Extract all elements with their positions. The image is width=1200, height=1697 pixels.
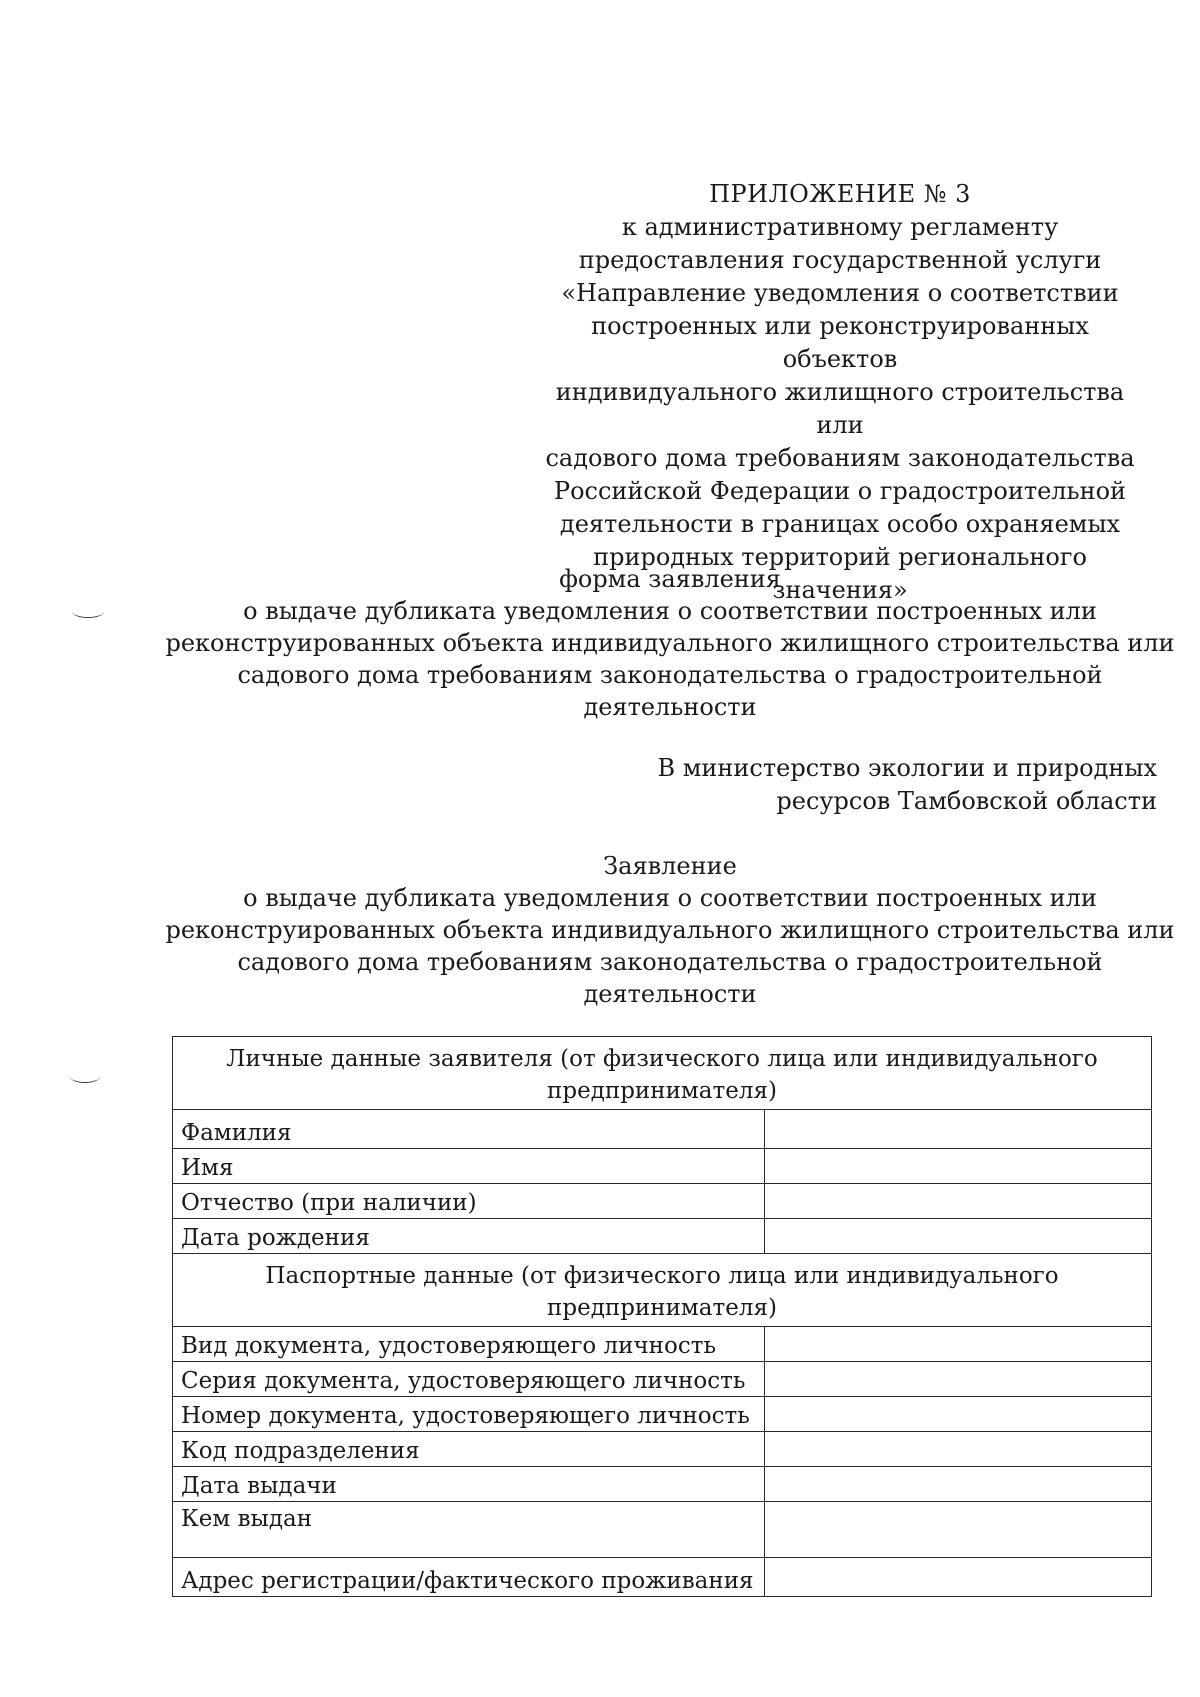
scan-mark — [70, 1070, 100, 1083]
field-value-document-series[interactable] — [764, 1362, 1151, 1397]
form-caption-line: садового дома требованиям законодательства о градостроительной — [237, 661, 1103, 689]
table-row — [173, 1110, 1152, 1149]
table-row — [173, 1184, 1152, 1219]
appendix-line: индивидуального жилищного строительства или — [555, 378, 1125, 439]
statement-heading — [160, 850, 1180, 1010]
field-label-document-series: Серия документа, удостоверяющего личность — [173, 1362, 765, 1397]
field-value-birth-date[interactable] — [764, 1219, 1151, 1254]
appendix-title: ПРИЛОЖЕНИЕ № 3 — [709, 180, 971, 208]
table-row — [173, 1362, 1152, 1397]
section-header-row — [173, 1037, 1152, 1110]
field-value-patronymic[interactable] — [764, 1184, 1151, 1219]
scan-mark — [72, 605, 104, 618]
appendix-line: Российской Федерации о градостроительной — [553, 477, 1127, 505]
field-value-document-type[interactable] — [764, 1327, 1151, 1362]
appendix-line: предоставления государственной услуги — [578, 246, 1102, 274]
statement-line: деятельности — [583, 980, 757, 1008]
addressee-line: В министерство экологии и природных — [657, 754, 1157, 782]
table-row — [173, 1502, 1152, 1558]
section-header-row — [173, 1254, 1152, 1327]
appendix-line: природных территорий регионального значения» — [593, 543, 1087, 604]
form-caption-line: деятельности — [583, 693, 757, 721]
field-value-name[interactable] — [764, 1149, 1151, 1184]
field-label-birth-date: Дата рождения — [173, 1219, 765, 1254]
field-label-document-type: Вид документа, удостоверяющего личность — [173, 1327, 765, 1362]
addressee-line: ресурсов Тамбовской области — [776, 787, 1157, 815]
field-label-surname: Фамилия — [173, 1110, 765, 1149]
appendix-line: садового дома требованиям законодательства — [545, 444, 1135, 472]
form-caption-line: реконструированных объекта индивидуального жилищного строительства или — [165, 629, 1175, 657]
field-value-address[interactable] — [764, 1558, 1151, 1597]
statement-title: Заявление — [603, 852, 737, 880]
field-label-issue-date: Дата выдачи — [173, 1467, 765, 1502]
appendix-line: деятельности в границах особо охраняемых — [559, 510, 1121, 538]
field-label-division-code: Код подразделения — [173, 1432, 765, 1467]
section-title-line: Паспортные данные (от физического лица или индивидуального — [265, 1263, 1059, 1289]
section-personal-data — [173, 1037, 1152, 1110]
section-title-line: предпринимателя) — [547, 1078, 777, 1104]
field-label-patronymic: Отчество (при наличии) — [173, 1184, 765, 1219]
section-title-line: Личные данные заявителя (от физического лица или индивидуального — [226, 1046, 1098, 1072]
applicant-data-table — [172, 1036, 1152, 1597]
table-row — [173, 1467, 1152, 1502]
table-row — [173, 1149, 1152, 1184]
section-title-line: предпринимателя) — [547, 1295, 777, 1321]
appendix-line: «Направление уведомления о соответствии — [561, 279, 1119, 307]
table-row — [173, 1397, 1152, 1432]
table-row — [173, 1327, 1152, 1362]
table-row — [173, 1558, 1152, 1597]
statement-line: о выдаче дубликата уведомления о соответствии построенных или — [243, 884, 1097, 912]
table-row — [173, 1432, 1152, 1467]
appendix-line: к административному регламенту — [621, 213, 1059, 241]
addressee — [600, 752, 1157, 818]
field-value-issued-by[interactable] — [764, 1502, 1151, 1558]
appendix-line: построенных или реконструированных объектов — [591, 312, 1089, 373]
statement-line: реконструированных объекта индивидуального жилищного строительства или — [165, 916, 1175, 944]
form-caption-line: форма заявления — [559, 565, 781, 593]
field-value-surname[interactable] — [764, 1110, 1151, 1149]
field-label-issued-by: Кем выдан — [173, 1502, 765, 1558]
statement-line: садового дома требованиям законодательства о градостроительной — [237, 948, 1103, 976]
table-row — [173, 1219, 1152, 1254]
field-label-address: Адрес регистрации/фактического проживания — [173, 1558, 765, 1597]
form-caption — [160, 563, 1180, 723]
field-label-name: Имя — [173, 1149, 765, 1184]
field-value-division-code[interactable] — [764, 1432, 1151, 1467]
form-caption-line: о выдаче дубликата уведомления о соответствии построенных или — [243, 597, 1097, 625]
section-passport-data — [173, 1254, 1152, 1327]
field-value-issue-date[interactable] — [764, 1467, 1151, 1502]
field-label-document-number: Номер документа, удостоверяющего личность — [173, 1397, 765, 1432]
field-value-document-number[interactable] — [764, 1397, 1151, 1432]
appendix-header — [540, 178, 1140, 607]
